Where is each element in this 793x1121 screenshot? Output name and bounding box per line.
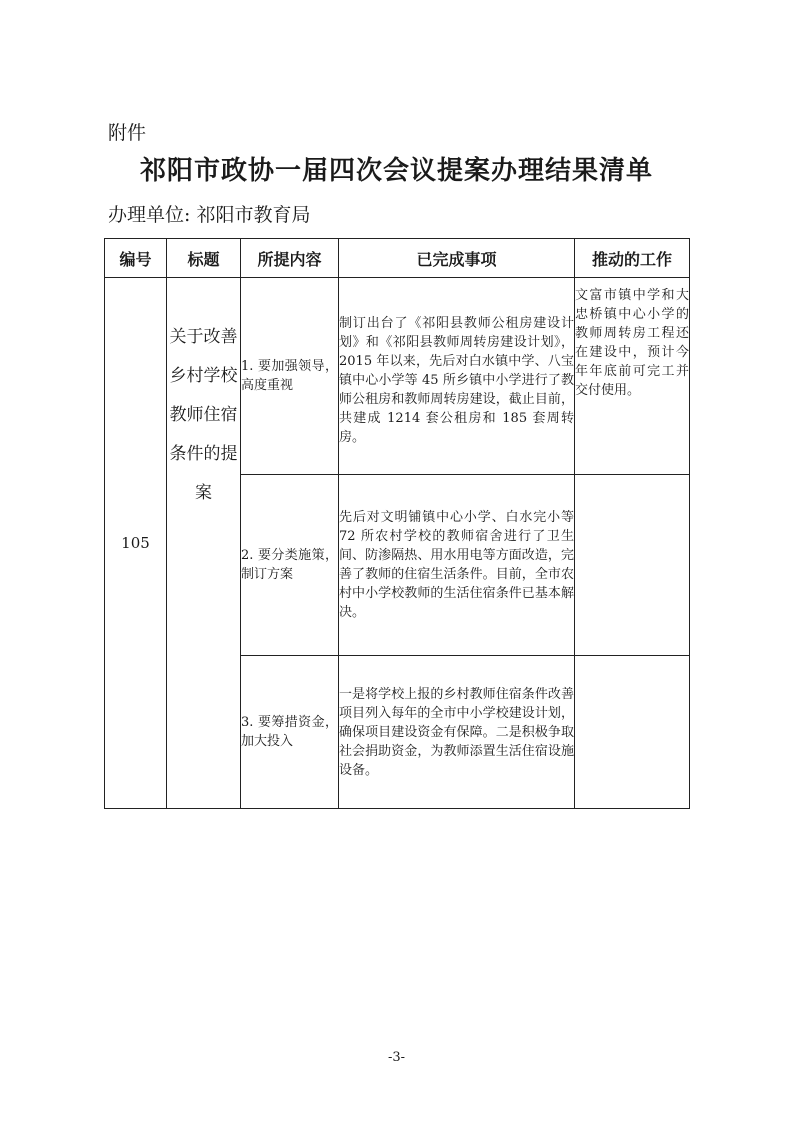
proposal-content: 2. 要分类施策，制订方案: [241, 475, 339, 656]
result-table: [104, 238, 690, 809]
document-title: 祁阳市政协一届四次会议提案办理结果清单: [139, 156, 653, 186]
column-header-completed: 已完成事项: [339, 239, 575, 278]
handling-unit-line: [108, 200, 310, 227]
column-header-number: 编号: [105, 239, 167, 278]
column-header-content: 所提内容: [241, 239, 339, 278]
promoted-work: 文富市镇中学和大忠桥镇中心小学的教师周转房工程还在建设中，预计今年年底前可完工并交付使用。: [575, 278, 690, 475]
proposal-content: 1. 要加强领导，高度重视: [241, 278, 339, 475]
unit-label: 办理单位:: [108, 204, 191, 226]
completed-items: 一是将学校上报的乡村教师住宿条件改善项目列入每年的全市中小学校建设计划，确保项目建设资金有保障。二是积极争取社会捐助资金，为教师添置生活住宿设施设备。: [339, 656, 575, 809]
proposal-number: 105: [105, 278, 167, 809]
unit-name: 祁阳市教育局: [196, 204, 311, 226]
table-header-row: [105, 239, 690, 278]
proposal-content: 3. 要筹措资金，加大投入: [241, 656, 339, 809]
completed-items: 先后对文明铺镇中心小学、白水完小等 72 所农村学校的教师宿舍进行了卫生间、防渗隔热、用水用电等方面改造，完善了教师的住宿生活条件。目前，全市农村中小学校教师的生活住宿条件已基本解决。: [339, 475, 575, 656]
promoted-work: [575, 656, 690, 809]
column-header-promoted: 推动的工作: [575, 239, 690, 278]
completed-items: 制订出台了《祁阳县教师公租房建设计划》和《祁阳县教师周转房建设计划》，2015 年以来，先后对白水镇中学、八宝镇中心小学等 45 所乡镇中小学进行了教师公租房和教师周转房建设，截止目前，共建成 1214 套公租房和 185 套周转房。: [339, 278, 575, 475]
attachment-label: 附件: [108, 122, 147, 144]
page-number: -3-: [387, 1050, 406, 1065]
table-row: [105, 278, 690, 475]
proposal-title: 关于改善乡村学校教师住宿条件的提案: [167, 278, 241, 809]
column-header-title: 标题: [167, 239, 241, 278]
promoted-work: [575, 475, 690, 656]
